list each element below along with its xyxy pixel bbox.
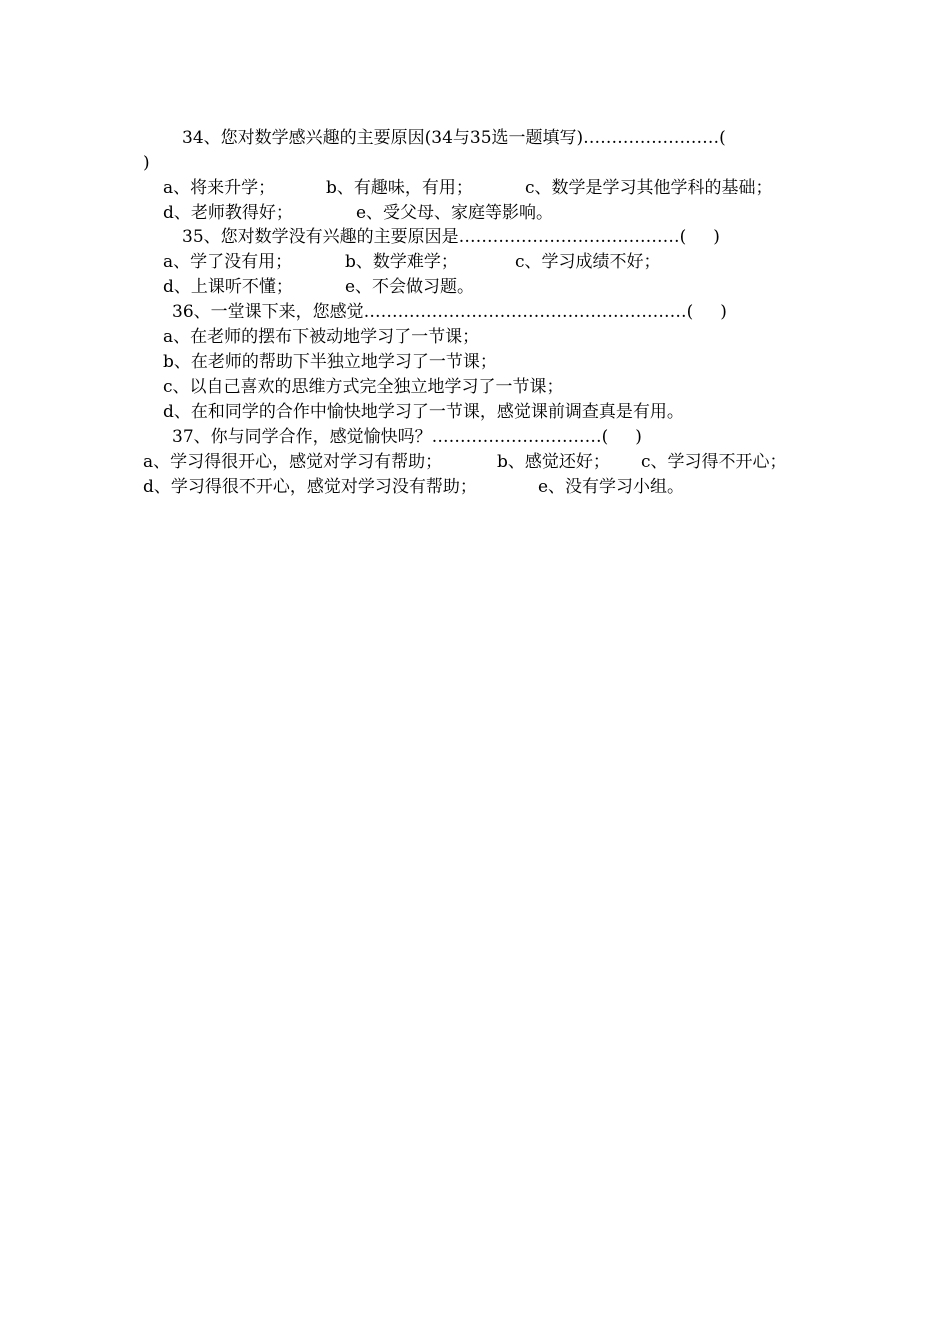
q34-option-a: a、将来升学； <box>163 178 276 198</box>
q34-option-e: e、受父母、家庭等影响。 <box>356 203 554 223</box>
q35-title: 35、您对数学没有兴趣的主要原因是…………………………………( ) <box>182 227 720 247</box>
q35-option-a: a、学了没有用； <box>163 252 293 272</box>
q37-title: 37、你与同学合作，感觉愉快吗？…………………………( ) <box>172 427 642 447</box>
q36-option-d: d、在和同学的合作中愉快地学习了一节课，感觉课前调查真是有用。 <box>163 402 684 422</box>
q34-option-c: c、数学是学习其他学科的基础； <box>525 178 773 198</box>
q37-option-a: a、学习得很开心，感觉对学习有帮助； <box>143 452 443 472</box>
q36-option-a: a、在老师的摆布下被动地学习了一节课； <box>163 327 480 347</box>
q35-option-c: c、学习成绩不好； <box>515 252 661 272</box>
q37-option-d: d、学习得很不开心，感觉对学习没有帮助； <box>143 477 477 497</box>
q36-option-b: b、在老师的帮助下半独立地学习了一节课； <box>163 352 497 372</box>
q35-option-d: d、上课听不懂； <box>163 277 293 297</box>
q35-option-e: e、不会做习题。 <box>345 277 475 297</box>
q37-option-b: b、感觉还好； <box>497 452 610 472</box>
q34-title-continued: ) <box>143 153 150 173</box>
q36-title: 36、一堂课下来，您感觉…………………………………………………( ) <box>172 302 727 322</box>
q37-option-c: c、学习得不开心； <box>641 452 787 472</box>
q36-option-c: c、以自己喜欢的思维方式完全独立地学习了一节课； <box>163 377 564 397</box>
q37-option-e: e、没有学习小组。 <box>538 477 685 497</box>
q34-option-d: d、老师教得好； <box>163 203 293 223</box>
q35-option-b: b、数学难学； <box>345 252 458 272</box>
q34-title: 34、您对数学感兴趣的主要原因(34与35选一题填写)……………………( <box>182 128 726 148</box>
q34-option-b: b、有趣味，有用； <box>326 178 473 198</box>
